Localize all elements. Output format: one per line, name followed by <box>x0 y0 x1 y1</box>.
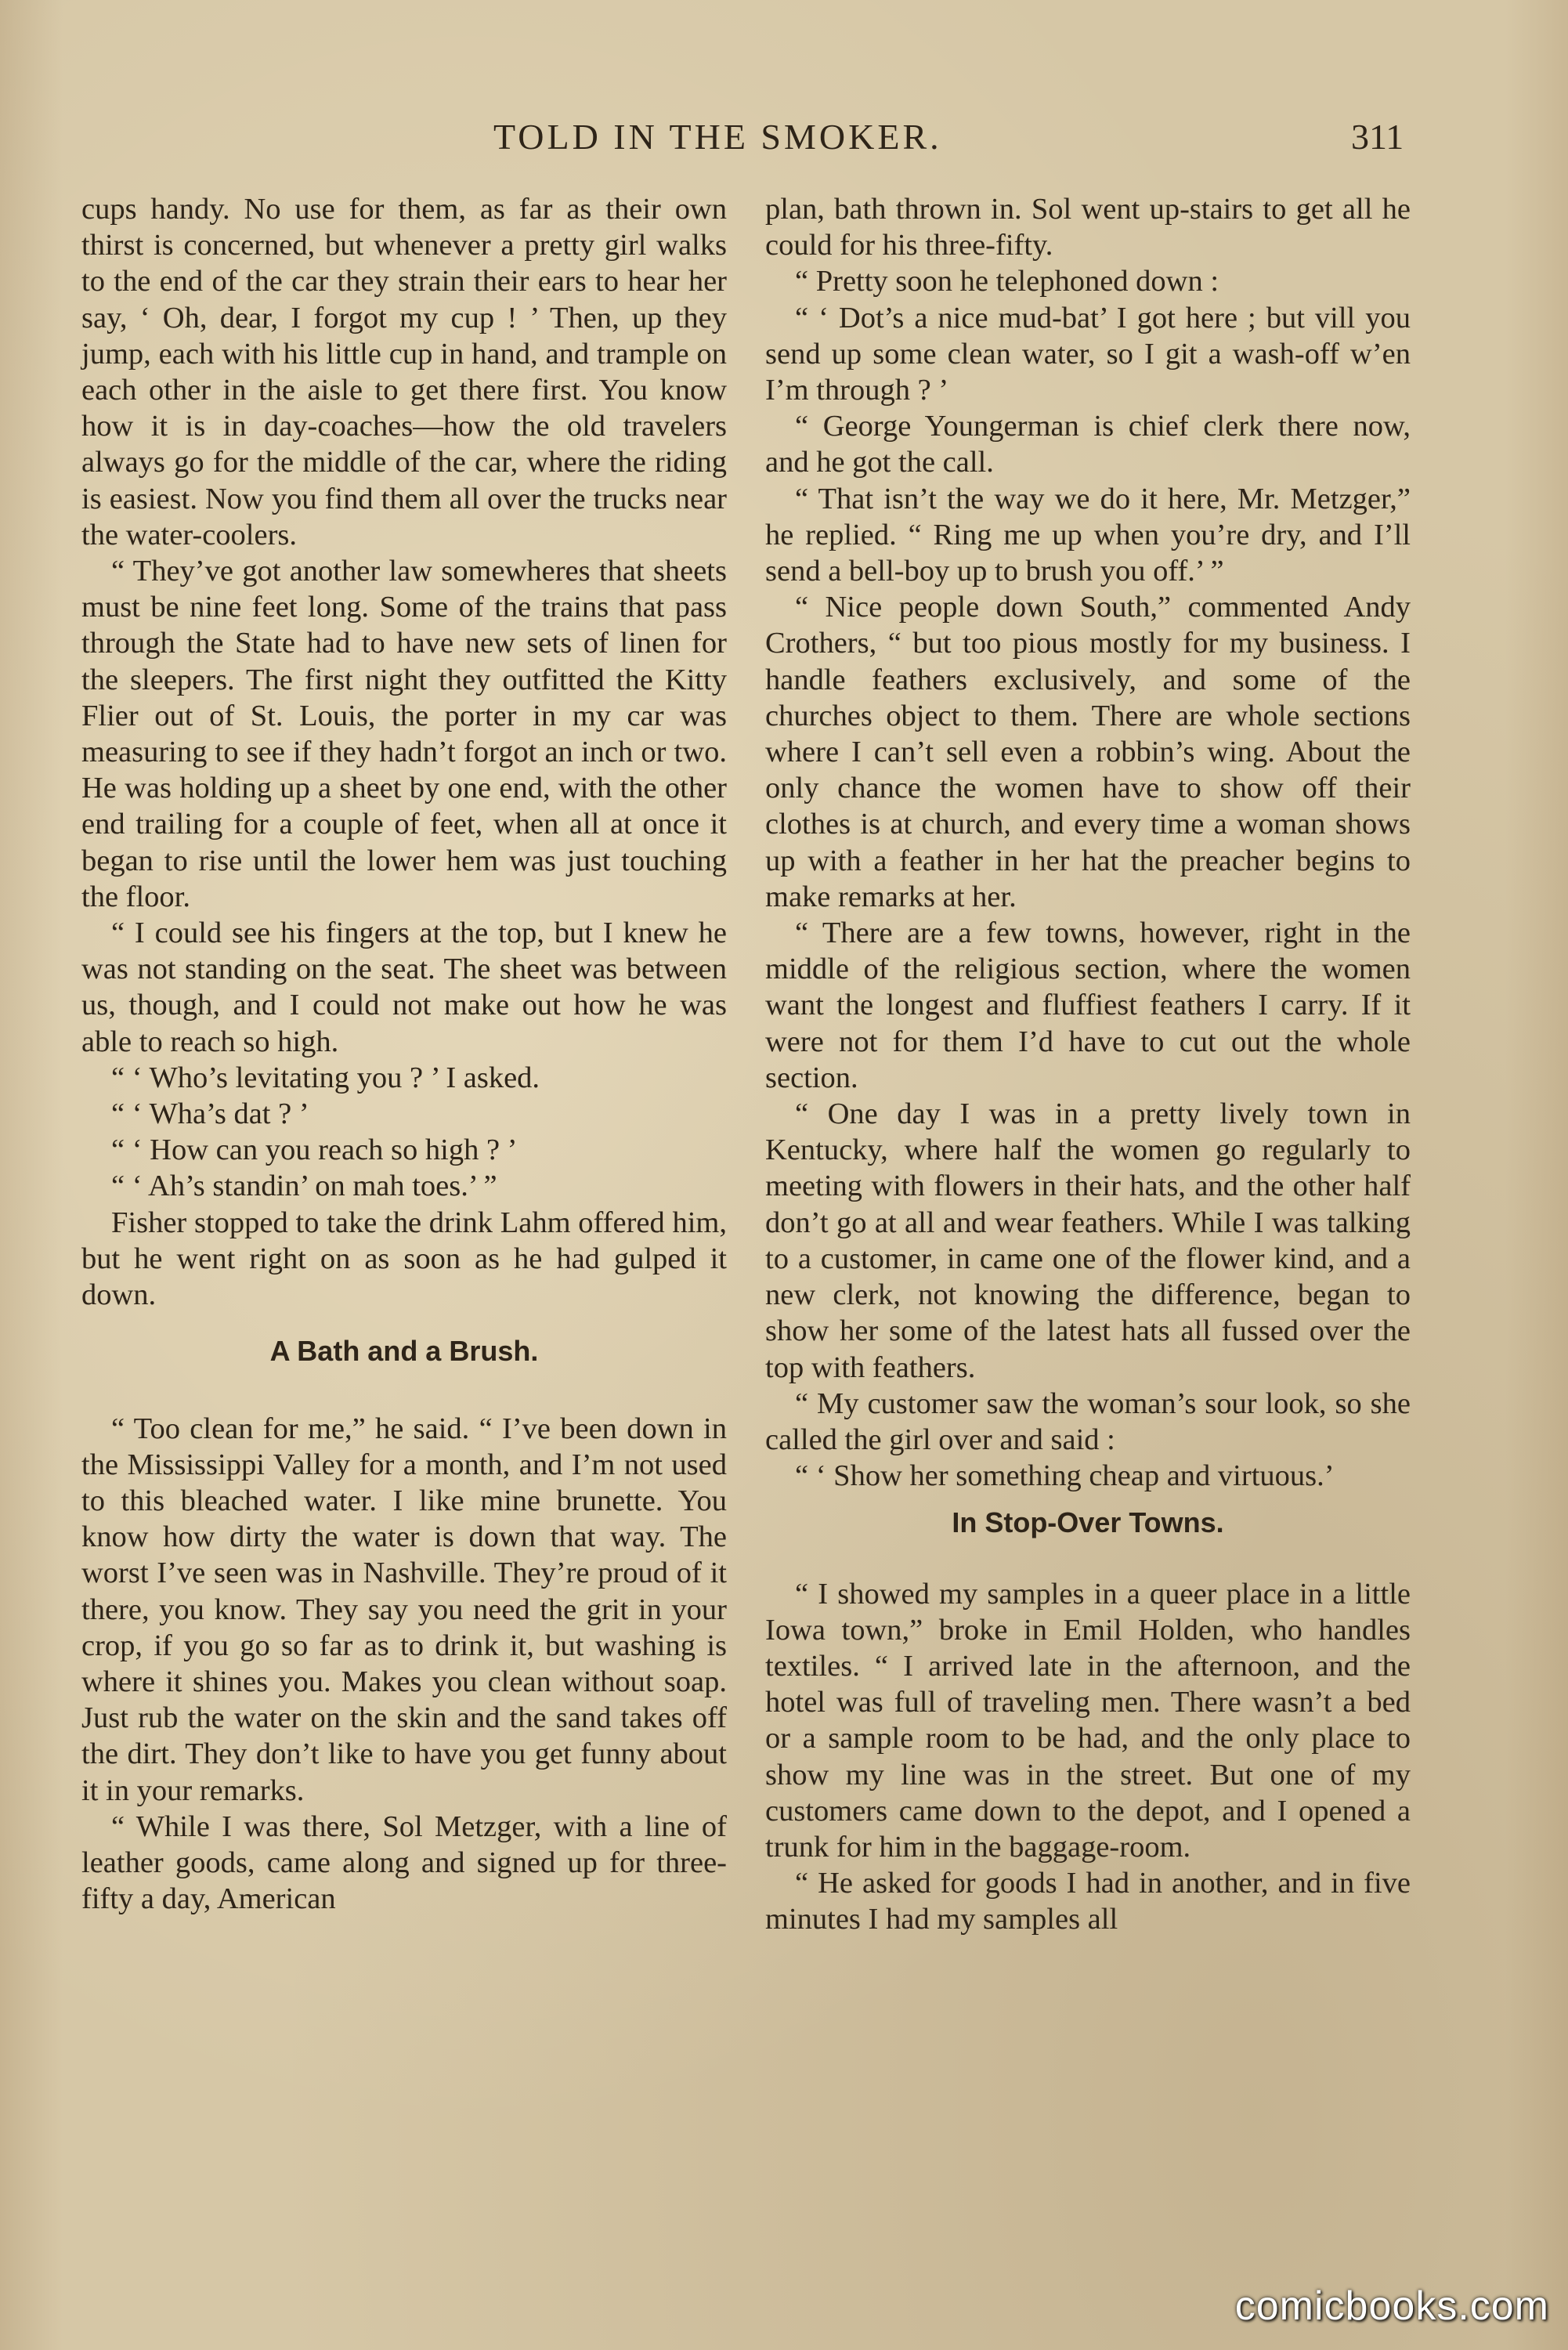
section-heading: A Bath and a Brush. <box>269 1335 539 1368</box>
page-number: 311 <box>1351 117 1404 157</box>
site-watermark: comicbooks.com <box>1234 2283 1549 2329</box>
left-column <box>81 191 727 1917</box>
paragraph: Fisher stopped to take the drink Lahm offered him, but he went right on as soon as he had gulped it down. <box>81 1206 727 1312</box>
paragraph: “ George Youngerman is chief clerk there now, and he got the call. <box>765 410 1411 479</box>
running-title: TOLD IN THE SMOKER. <box>493 117 942 157</box>
page-header <box>78 116 1410 163</box>
paragraph: “ I showed my samples in a queer place in a little Iowa town,” broke in Emil Holden, who handles textiles. “ I arrived late in the afternoon, and the hotel was full of traveling men. There wasn’t a bed or a sample room to be had, and the only place to show my line was in the street. But one of my customers came down to the depot, and I opened a trunk for him in the baggage-room. <box>765 1577 1411 1864</box>
right-column <box>765 191 1411 1938</box>
paragraph: “ They’ve got another law somewheres that sheets must be nine feet long. Some of the trains that pass through the State had to have new sets of linen for the sleepers. The first night they outfitted the Kitty Flier out of St. Louis, the porter in my car was measuring to see if they hadn’t forgot an inch or two. He was holding up a sheet by one end, with the other end trailing for a couple of feet, when all at once it began to rise until the lower hem was just touching the floor. <box>81 555 727 913</box>
paragraph: “ I could see his fingers at the top, but I knew he was not standing on the seat. The sheet was between us, though, and I could not make out how he was able to reach so high. <box>81 916 727 1058</box>
section-heading: In Stop-Over Towns. <box>952 1506 1224 1539</box>
paragraph: “ ‘ Who’s levitating you ? ’ I asked. <box>111 1061 540 1094</box>
paragraph: “ My customer saw the woman’s sour look, so she called the girl over and said : <box>765 1386 1411 1456</box>
paragraph: “ While I was there, Sol Metzger, with a line of leather goods, came along and signed up for three-fifty a day, American <box>81 1810 727 1916</box>
paragraph: “ ‘ Ah’s standin’ on mah toes.’ ” <box>111 1170 497 1203</box>
paragraph: “ Nice people down South,” commented Andy Crothers, “ but too pious mostly for my business. I handle feathers exclusively, and some of the churches object to them. There are whole sections where I can’t sell even a robbin’s wing. About the only chance the women have to show off their clothes is at church, and every time a woman shows up with a feather in her hat the preacher begins to make remarks at her. <box>765 591 1411 913</box>
paragraph: “ There are a few towns, however, right in the middle of the religious section, where the women want the longest and fluffiest feathers I carry. If it were not for them I’d have to cut out the whole section. <box>765 916 1411 1094</box>
paragraph: “ ‘ Wha’s dat ? ’ <box>111 1097 309 1131</box>
paragraph: “ That isn’t the way we do it here, Mr. Metzger,” he replied. “ Ring me up when you’re dry, and I’ll send a bell-boy up to brush you off.’ ” <box>765 482 1411 588</box>
paragraph: “ ‘ Show her something cheap and virtuous.’ <box>795 1459 1335 1493</box>
paragraph: “ Too clean for me,” he said. “ I’ve been down in the Mississippi Valley for a month, and I’m not used to this bleached water. I like mine brunette. You know how dirty the water is down that way. The worst I’ve seen was in Nashville. They’re proud of it there, you know. They say you need the grit in your crop, if you go so far as to drink it, but washing is where it shines you. Makes you clean without soap. Just rub the water on the skin and the sand takes off the dirt. They don’t like to have you get funny about it in your remarks. <box>81 1412 727 1807</box>
paragraph: “ He asked for goods I had in another, and in five minutes I had my samples all <box>765 1867 1411 1936</box>
paragraph: “ ‘ How can you reach so high ? ’ <box>111 1133 518 1167</box>
paragraph: “ Pretty soon he telephoned down : <box>795 265 1219 298</box>
paragraph: “ One day I was in a pretty lively town in Kentucky, where half the women go regularly to meeting with flowers in their hats, and the other half don’t go at all and wear feathers. While I was talking to a customer, in came one of the flower kind, and a new clerk, not knowing the difference, began to show her some of the latest hats all fussed over the top with feathers. <box>765 1097 1411 1384</box>
paragraph: cups handy. No use for them, as far as their own thirst is concerned, but whenever a pretty girl walks to the end of the car they strain their ears to hear her say, ‘ Oh, dear, I forgot my cup ! ’ Then, up they jump, each with his little cup in hand, and trample on each other in the aisle to get there first. You know how it is in day-coaches—how the old travelers always go for the middle of the car, where the riding is easiest. Now you find them all over the trucks near the water-coolers. <box>81 193 727 551</box>
paragraph: “ ‘ Dot’s a nice mud-bat’ I got here ; but vill you send up some clean water, so I git a wash-off w’en I’m through ? ’ <box>765 301 1411 407</box>
paragraph: plan, bath thrown in. Sol went up-stairs to get all he could for his three-fifty. <box>765 193 1411 262</box>
